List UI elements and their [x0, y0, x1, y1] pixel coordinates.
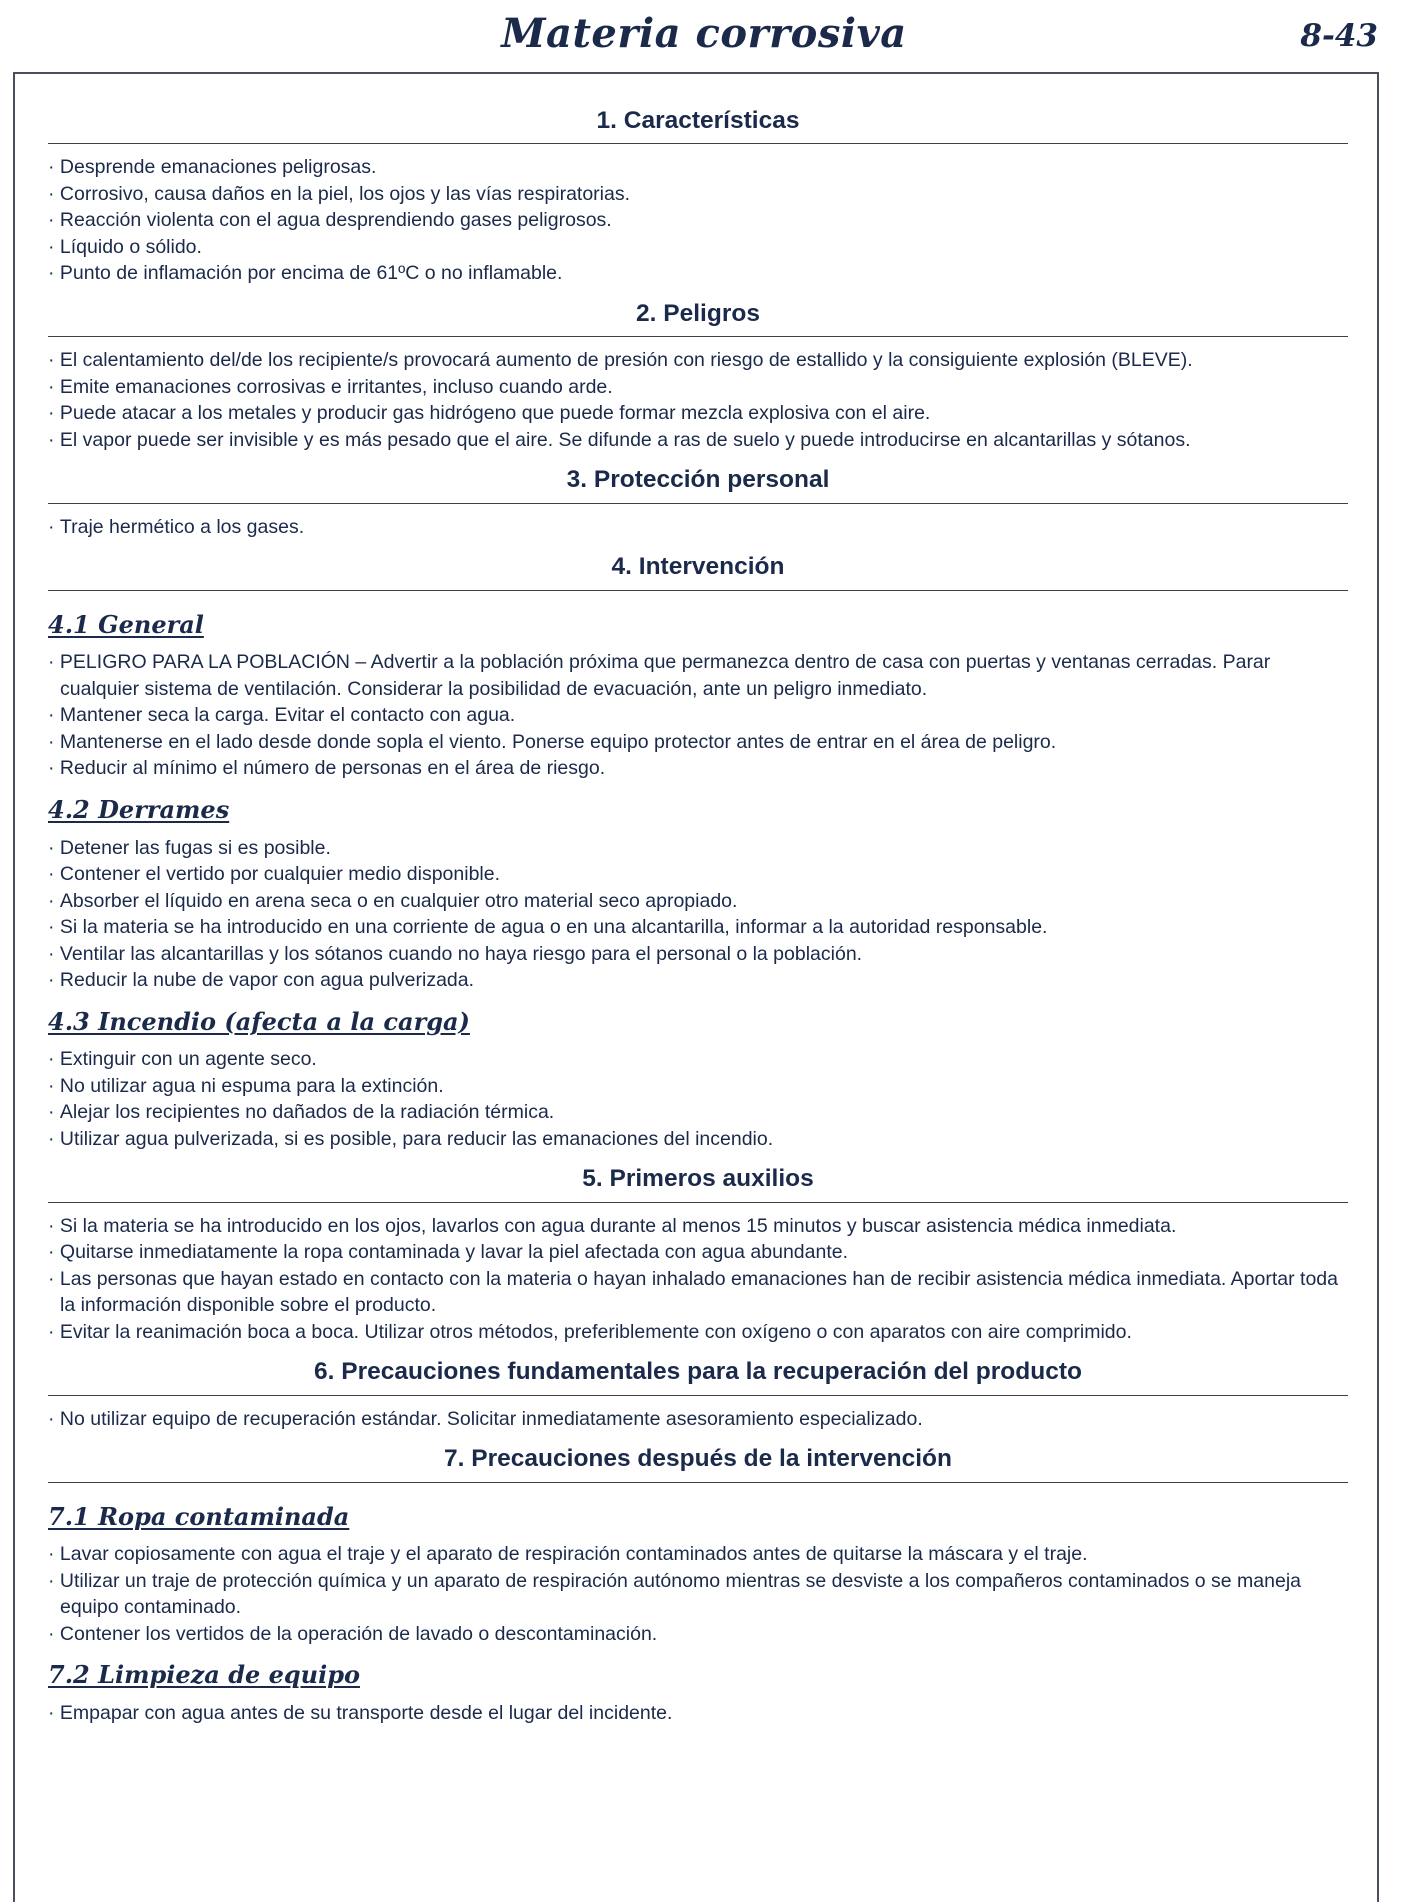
list-item: · Ventilar las alcantarillas y los sótanos cuando no haya riesgo para el personal o la población. — [48, 941, 1348, 968]
list-item: · Empapar con agua antes de su transporte desde el lugar del incidente. — [48, 1700, 1348, 1727]
list-item: · Corrosivo, causa daños en la piel, los ojos y las vías respiratorias. — [48, 181, 1348, 208]
list-item: · Extinguir con un agente seco. — [48, 1046, 1348, 1073]
list-item: · Las personas que hayan estado en contacto con la materia o hayan inhalado emanaciones han de recibir asistencia médica inmediata. Aportar toda la información disponible sobre el producto. — [48, 1266, 1348, 1319]
list-item: · Mantener seca la carga. Evitar el contacto con agua. — [48, 702, 1348, 729]
list-item: · Traje hermético a los gases. — [48, 514, 1348, 541]
list-item: · Contener el vertido por cualquier medio disponible. — [48, 861, 1348, 888]
item-list — [48, 649, 1348, 782]
subsection-heading-ropa-contaminada: 7.1 Ropa contaminada — [48, 1501, 350, 1531]
item-list — [48, 1700, 1348, 1727]
section-caracteristicas — [48, 106, 1348, 287]
item-list — [48, 347, 1348, 453]
document-body — [48, 106, 1348, 1727]
list-item: · Si la materia se ha introducido en una corriente de agua o en una alcantarilla, informar a la autoridad responsable. — [48, 914, 1348, 941]
section-despues-intervencion — [48, 1444, 1348, 1726]
item-list — [48, 1213, 1348, 1346]
item-list — [48, 1541, 1348, 1647]
item-list — [48, 514, 1348, 541]
list-item: · Reducir al mínimo el número de personas en el área de riesgo. — [48, 755, 1348, 782]
section-proteccion-personal — [48, 465, 1348, 540]
list-item: · Punto de inflamación por encima de 61ºC o no inflamable. — [48, 260, 1348, 287]
list-item: · El vapor puede ser invisible y es más pesado que el aire. Se difunde a ras de suelo y puede introducirse en alcantarillas y sótanos. — [48, 427, 1348, 454]
page-title: Materia corrosiva — [501, 10, 907, 57]
section-heading: 2. Peligros — [48, 299, 1348, 337]
section-heading: 5. Primeros auxilios — [48, 1164, 1348, 1202]
list-item: · PELIGRO PARA LA POBLACIÓN – Advertir a la población próxima que permanezca dentro de casa con puertas y ventanas cerradas. Parar cualquier sistema de ventilación. Considerar la posibilidad de evacuación, ante un peligro inmediato. — [48, 649, 1348, 702]
section-recuperacion-producto — [48, 1357, 1348, 1432]
subsection-heading-general: 4.1 General — [48, 609, 204, 639]
list-item: · El calentamiento del/de los recipiente/s provocará aumento de presión con riesgo de estallido y la consiguiente explosión (BLEVE). — [48, 347, 1348, 374]
list-item: · Si la materia se ha introducido en los ojos, lavarlos con agua durante al menos 15 minutos y buscar asistencia médica inmediata. — [48, 1213, 1348, 1240]
list-item: · Emite emanaciones corrosivas e irritantes, incluso cuando arde. — [48, 374, 1348, 401]
list-item: · Alejar los recipientes no dañados de la radiación térmica. — [48, 1099, 1348, 1126]
subsection-heading-derrames: 4.2 Derrames — [48, 794, 230, 824]
page-header — [0, 0, 1408, 72]
list-item: · Utilizar agua pulverizada, si es posible, para reducir las emanaciones del incendio. — [48, 1126, 1348, 1153]
item-list — [48, 1406, 1348, 1433]
list-item: · Desprende emanaciones peligrosas. — [48, 154, 1348, 181]
section-heading: 7. Precauciones después de la intervención — [48, 1444, 1348, 1482]
list-item: · Utilizar un traje de protección química y un aparato de respiración autónomo mientras se desviste a los compañeros contaminados o se maneja equipo contaminado. — [48, 1568, 1348, 1621]
list-item: · Evitar la reanimación boca a boca. Utilizar otros métodos, preferiblemente con oxígeno o con aparatos con aire comprimido. — [48, 1319, 1348, 1346]
subsection-heading-limpieza-equipo: 7.2 Limpieza de equipo — [48, 1660, 361, 1690]
list-item: · No utilizar agua ni espuma para la extinción. — [48, 1073, 1348, 1100]
list-item: · Quitarse inmediatamente la ropa contaminada y lavar la piel afectada con agua abundante. — [48, 1239, 1348, 1266]
list-item: · Líquido o sólido. — [48, 234, 1348, 261]
list-item: · Reacción violenta con el agua desprendiendo gases peligrosos. — [48, 207, 1348, 234]
section-heading: 4. Intervención — [48, 552, 1348, 590]
item-list — [48, 154, 1348, 287]
section-heading: 1. Características — [48, 106, 1348, 144]
list-item: · Absorber el líquido en arena seca o en cualquier otro material seco apropiado. — [48, 888, 1348, 915]
item-list — [48, 835, 1348, 994]
item-list — [48, 1046, 1348, 1152]
section-peligros — [48, 299, 1348, 453]
list-item: · Detener las fugas si es posible. — [48, 835, 1348, 862]
section-intervencion — [48, 552, 1348, 1152]
list-item: · Mantenerse en el lado desde donde sopla el viento. Ponerse equipo protector antes de entrar en el área de peligro. — [48, 729, 1348, 756]
section-heading: 6. Precauciones fundamentales para la recuperación del producto — [48, 1357, 1348, 1395]
section-primeros-auxilios — [48, 1164, 1348, 1345]
list-item: · Contener los vertidos de la operación de lavado o descontaminación. — [48, 1621, 1348, 1648]
page-number: 8-43 — [1300, 18, 1378, 54]
section-heading: 3. Protección personal — [48, 465, 1348, 503]
list-item: · Lavar copiosamente con agua el traje y el aparato de respiración contaminados antes de quitarse la máscara y el traje. — [48, 1541, 1348, 1568]
list-item: · Puede atacar a los metales y producir gas hidrógeno que puede formar mezcla explosiva con el aire. — [48, 400, 1348, 427]
list-item: · No utilizar equipo de recuperación estándar. Solicitar inmediatamente asesoramiento especializado. — [48, 1406, 1348, 1433]
subsection-heading-incendio: 4.3 Incendio (afecta a la carga) — [48, 1006, 470, 1036]
list-item: · Reducir la nube de vapor con agua pulverizada. — [48, 967, 1348, 994]
